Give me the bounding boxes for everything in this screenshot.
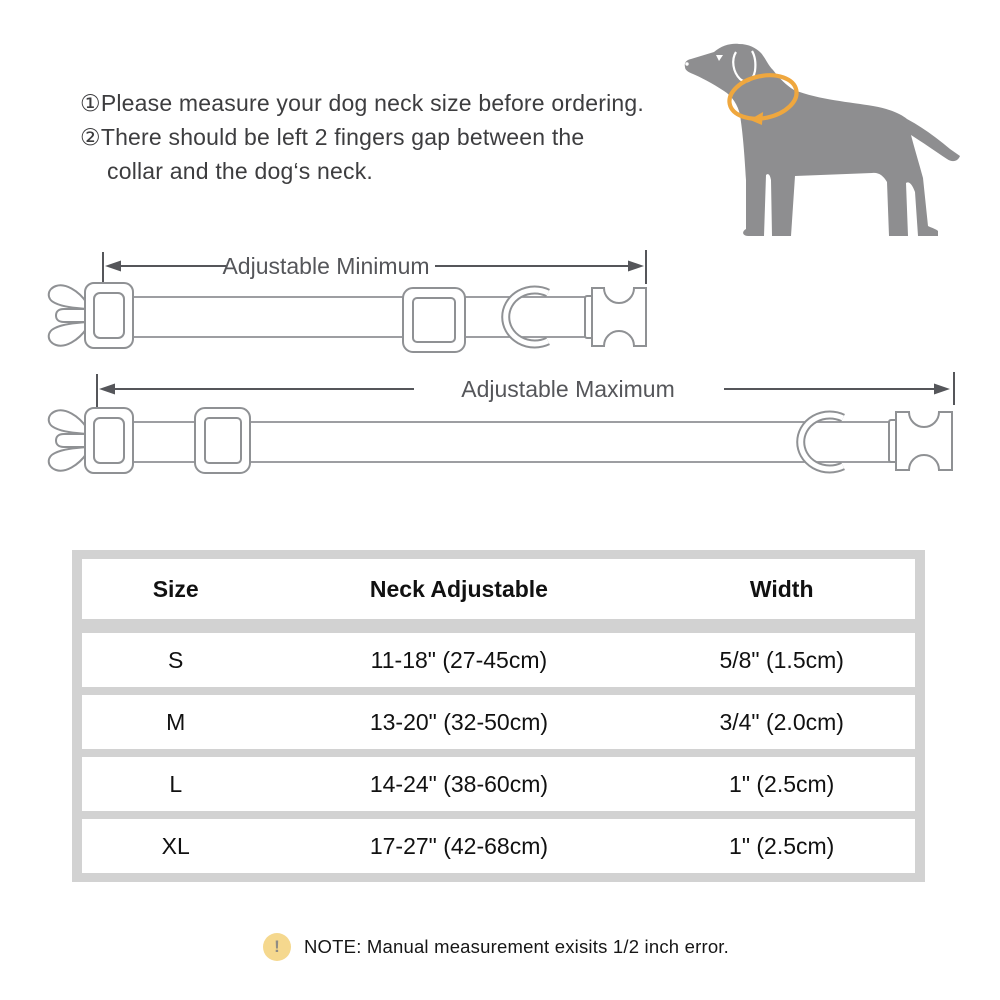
warning-icon: ! [263, 933, 291, 961]
cell-size: S [168, 646, 184, 673]
dimension-maximum [97, 372, 954, 407]
header-width: Width [749, 575, 814, 602]
table-row [82, 695, 915, 749]
measuring-instructions [80, 86, 680, 188]
buckle-female-icon [585, 288, 646, 346]
cell-neck: 14-24" (38-60cm) [369, 770, 549, 797]
table-header-row [82, 559, 915, 619]
cell-neck: 11-18" (27-45cm) [370, 646, 548, 673]
buckle-male-icon [49, 283, 133, 348]
dog-silhouette [685, 44, 960, 236]
d-ring-icon [801, 415, 843, 469]
table-row [82, 633, 915, 687]
table-row [82, 819, 915, 873]
cell-size: XL [161, 832, 190, 859]
buckle-female-icon [889, 412, 952, 470]
table-row [82, 757, 915, 811]
header-neck: Neck Adjustable [369, 575, 548, 602]
cell-width: 3/4" (2.0cm) [719, 708, 844, 735]
sizing-table [72, 550, 925, 882]
cell-size: L [169, 770, 183, 797]
instruction-line-2: ②There should be left 2 fingers gap between the [80, 124, 585, 150]
dog-nose-icon [685, 62, 688, 65]
note-text: NOTE: Manual measurement exisits 1/2 inch error. [304, 936, 729, 957]
collar-maximum [49, 408, 952, 473]
minimum-label: Adjustable Minimum [222, 253, 430, 279]
buckle-male-icon [49, 408, 133, 473]
cell-neck: 13-20" (32-50cm) [369, 708, 549, 735]
maximum-label: Adjustable Maximum [461, 376, 675, 402]
instruction-line-3: collar and the dog‘s neck. [107, 158, 374, 184]
header-size: Size [152, 575, 199, 602]
d-ring-icon [506, 290, 548, 344]
dimension-minimum [103, 250, 646, 284]
measurement-note [263, 933, 729, 961]
cell-size: M [166, 708, 186, 735]
collar-adjustment-diagram [30, 240, 970, 485]
instruction-line-1: ①Please measure your dog neck size before ordering. [80, 90, 644, 116]
cell-width: 1" (2.5cm) [729, 832, 835, 859]
dog-neck-measure-illustration [660, 20, 1000, 260]
cell-width: 1" (2.5cm) [729, 770, 835, 797]
cell-width: 5/8" (1.5cm) [719, 646, 844, 673]
collar-minimum [49, 283, 646, 352]
cell-neck: 17-27" (42-68cm) [369, 832, 549, 859]
